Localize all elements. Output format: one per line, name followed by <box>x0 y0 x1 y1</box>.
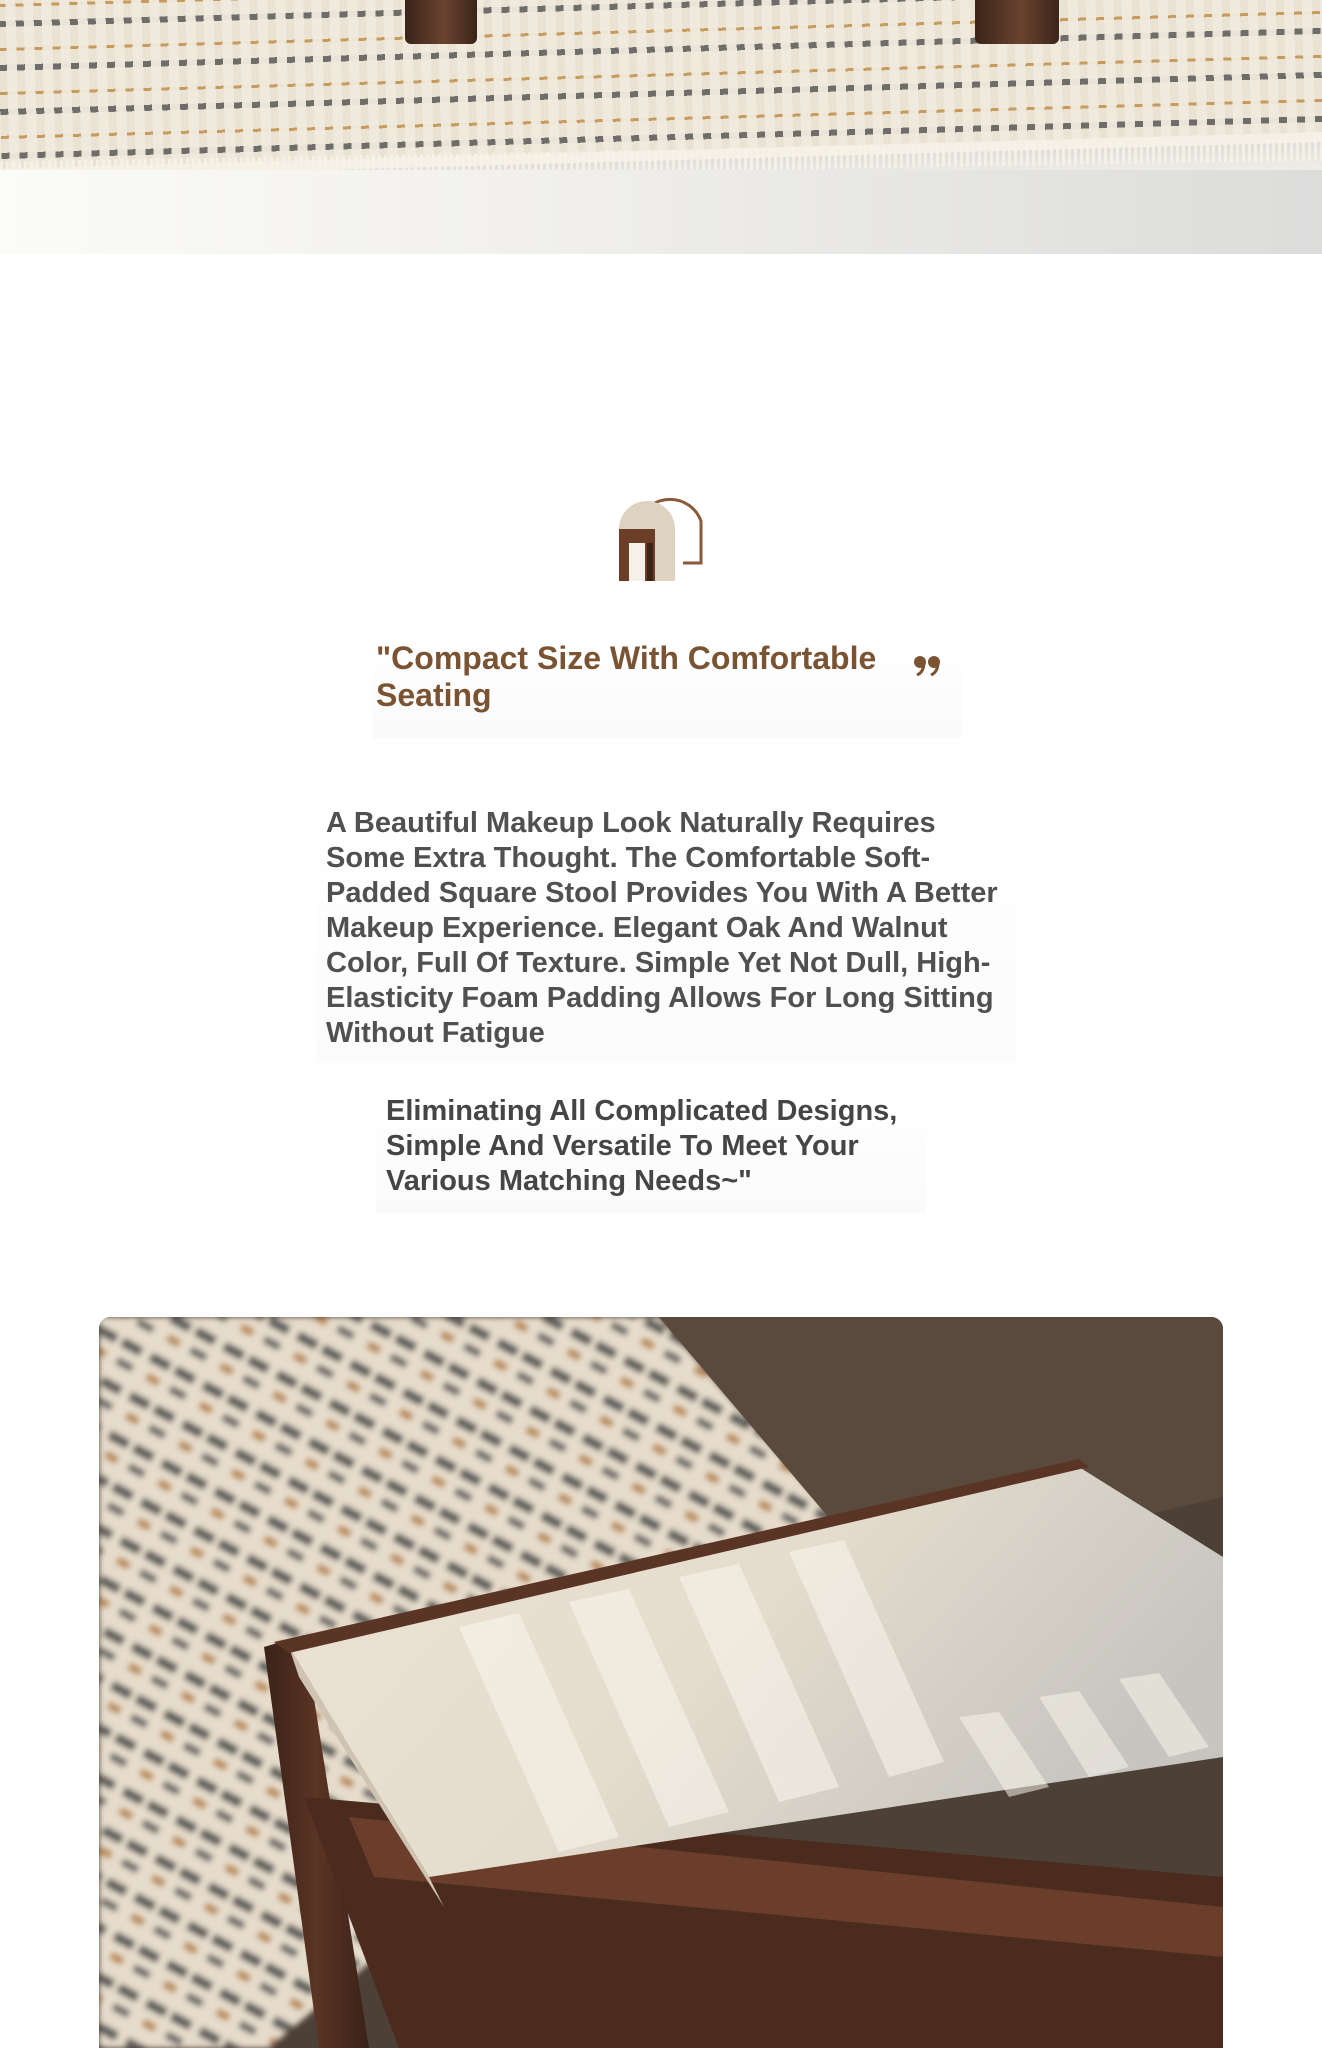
quote-heading-block <box>372 640 962 738</box>
floor-surface <box>0 170 1322 254</box>
stool-closeup-illustration <box>99 1317 1223 2048</box>
closing-quote-icon <box>912 652 944 676</box>
product-closing-line: Eliminating All Complicated Designs, Simple And Versatile To Meet Your Various Matching Needs~" <box>376 1094 926 1213</box>
hero-rug-photo <box>0 0 1322 254</box>
quote-title: "Compact Size With Comfortable Seating <box>376 640 877 713</box>
stool-detail-photo <box>99 1317 1223 2048</box>
stool-leg-left <box>405 0 477 44</box>
arch-door-icon <box>617 485 705 583</box>
stool-leg-right <box>975 0 1059 44</box>
product-description: A Beautiful Makeup Look Naturally Requires Some Extra Thought. The Comfortable Soft-Padded Square Stool Provides You With A Better Makeup Experience. Elegant Oak And Walnut Color, Full Of Texture. Simple Yet Not Dull, High-Elasticity Foam Padding Allows For Long Sitting Without Fatigue <box>316 806 1016 1063</box>
